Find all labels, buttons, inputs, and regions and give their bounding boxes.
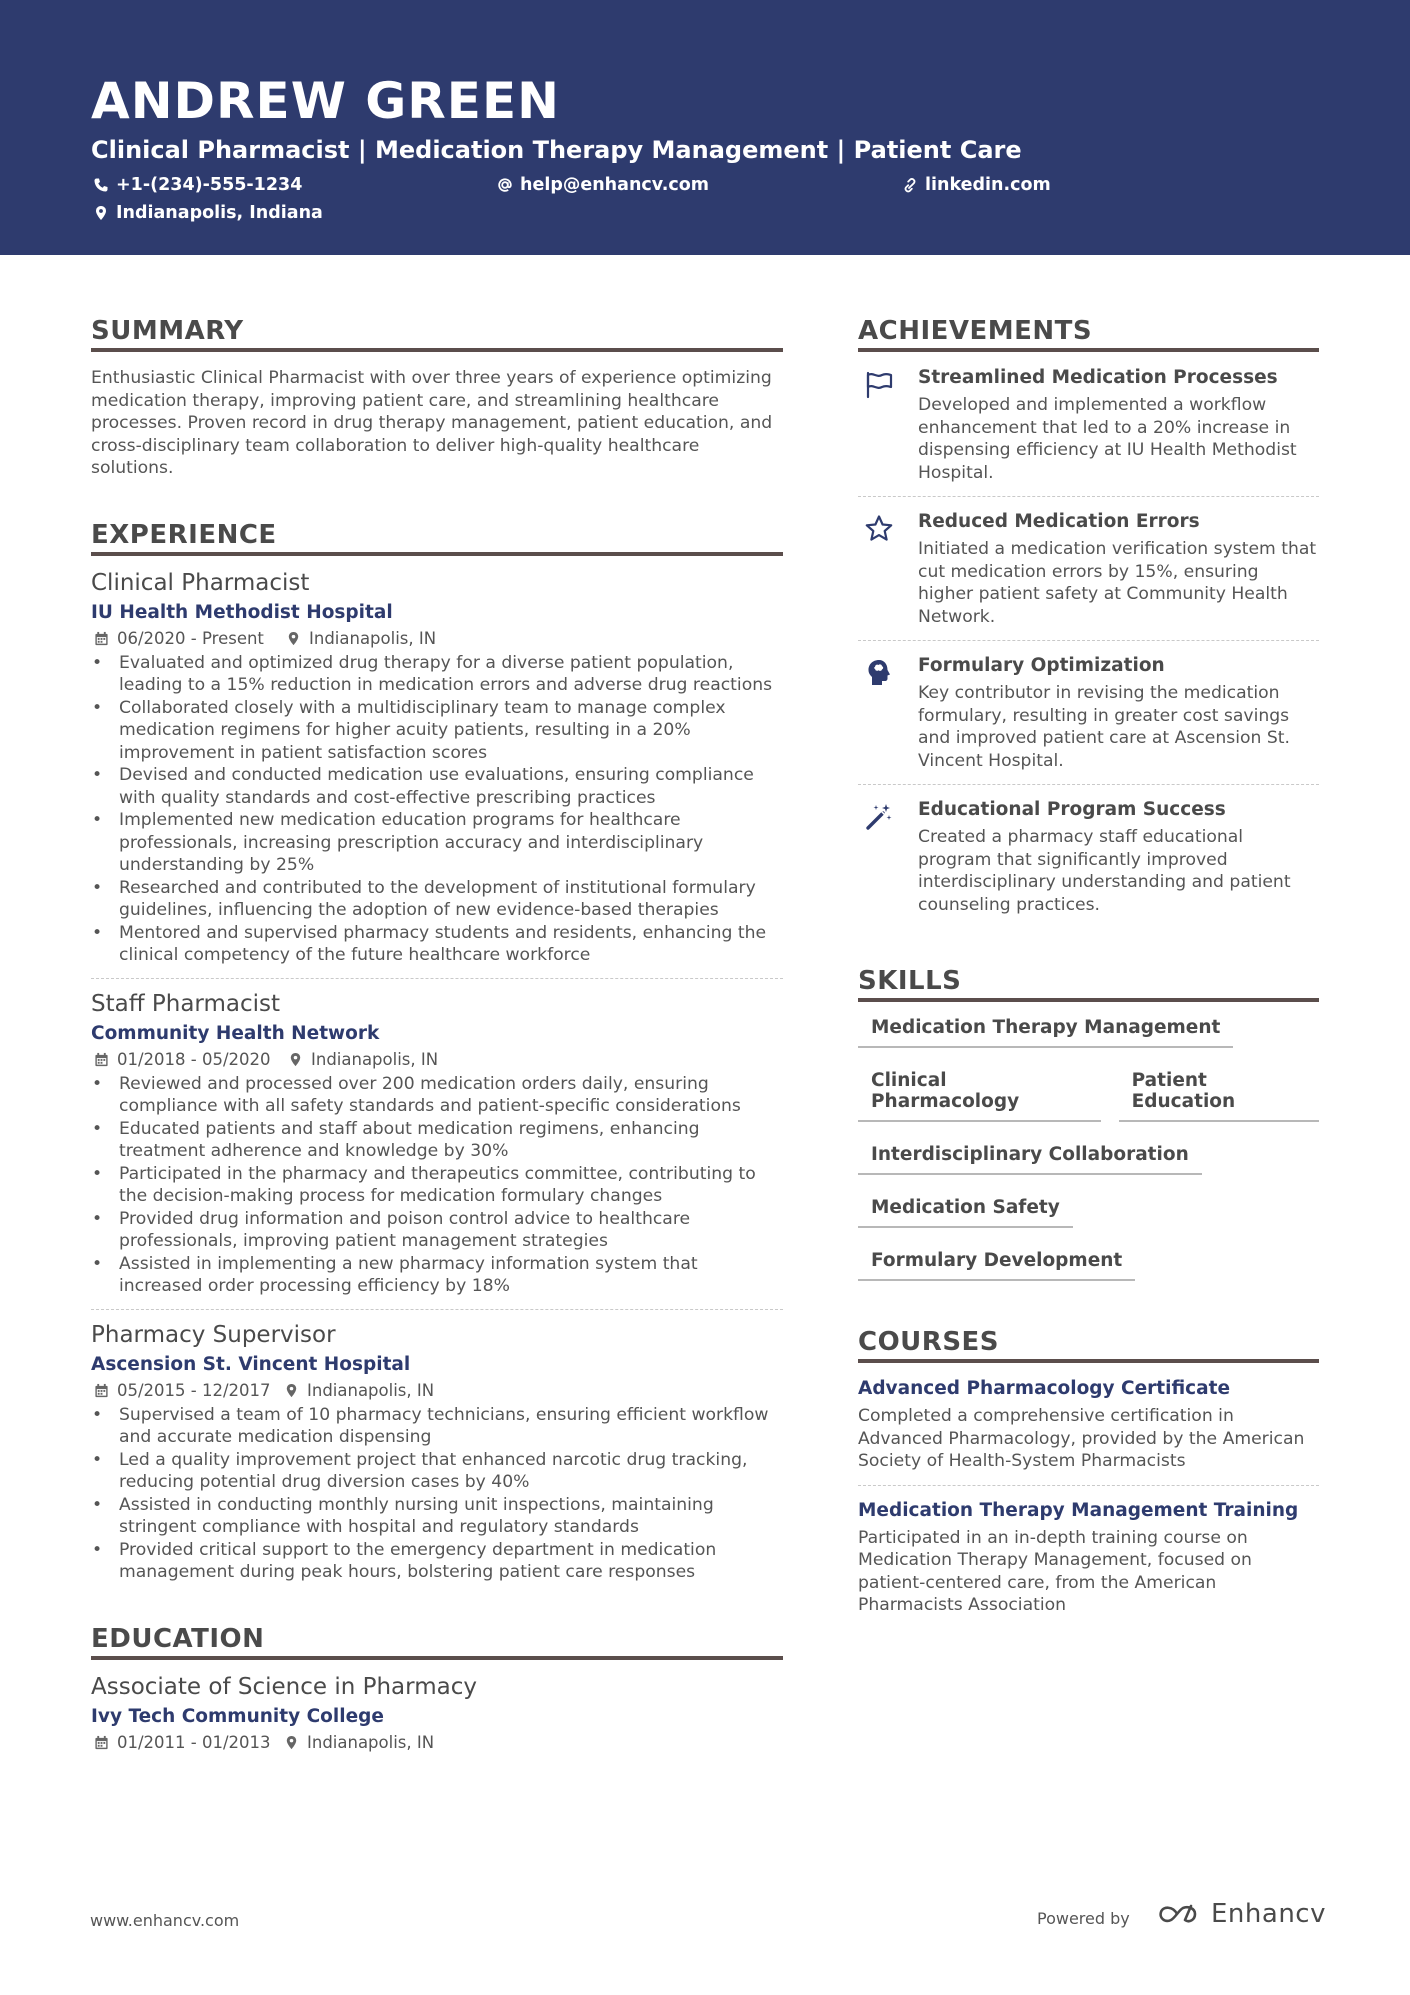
achievement-item — [858, 367, 1319, 484]
skills-list — [858, 1017, 1319, 1281]
achievement-title: Reduced Medication Errors — [918, 511, 1200, 532]
right-column — [858, 316, 1319, 1617]
calendar-icon — [94, 1052, 109, 1067]
experience-section — [91, 520, 783, 1584]
courses-section — [858, 1327, 1319, 1617]
candidate-title: Clinical Pharmacist | Medication Therapy Management | Patient Care — [91, 136, 1022, 164]
link-icon — [902, 177, 918, 193]
achievements-section — [858, 316, 1319, 916]
education-section — [91, 1624, 783, 1752]
job-bullet: • Mentored and supervised pharmacy students and residents, enhancing the clinical competency of the future healthcare workforce — [91, 922, 783, 967]
course-item — [858, 1378, 1319, 1473]
job-company: Ascension St. Vincent Hospital — [91, 1353, 411, 1375]
job-bullet: • Supervised a team of 10 pharmacy technicians, ensuring efficient workflow and accurate medication dispensing — [91, 1404, 783, 1449]
at-icon — [497, 177, 513, 193]
job-dates-text: 06/2020 - Present — [117, 628, 264, 648]
location-pin-icon — [93, 205, 109, 221]
job-entry — [91, 570, 783, 967]
location-text: Indianapolis, Indiana — [116, 203, 323, 223]
divider — [858, 496, 1319, 497]
job-entry — [91, 991, 783, 1298]
course-title: Medication Therapy Management Training — [858, 1499, 1299, 1521]
achievement-title: Educational Program Success — [918, 799, 1226, 820]
school-name: Ivy Tech Community College — [91, 1705, 384, 1727]
job-title: Pharmacy Supervisor — [91, 1321, 336, 1348]
skill-tag: Clinical Pharmacology — [858, 1070, 1101, 1122]
job-bullet: • Collaborated closely with a multidisciplinary team to manage complex medication regimens for higher acuity patients, resulting in a 20% improvement in patient satisfaction scores — [91, 697, 783, 765]
achievement-desc: Created a pharmacy staff educational program that significantly improved interdisciplinary understanding and patient counseling practices. — [918, 827, 1291, 915]
job-bullet: • Devised and conducted medication use evaluations, ensuring compliance with quality standards and cost-effective prescribing practices — [91, 764, 783, 809]
job-dates — [91, 1050, 288, 1069]
divider — [91, 1309, 783, 1310]
job-bullet: • Evaluated and optimized drug therapy for a diverse patient population, leading to a 15% reduction in medication errors and adverse drug reactions — [91, 652, 783, 697]
job-meta — [91, 629, 783, 648]
skill-tag: Interdisciplinary Collaboration — [858, 1144, 1202, 1175]
location-pin-icon — [286, 631, 301, 646]
summary-text: Enthusiastic Clinical Pharmacist with over three years of experience optimizing medication therapy, improving patient care, and streamlining healthcare processes. Proven record in drug therapy management, patient education, and cross-disciplinary team collaboration to deliver high-quality healthcare solutions. — [91, 368, 773, 478]
contact-email[interactable] — [497, 175, 709, 195]
job-bullets — [91, 1404, 783, 1584]
achievement-item — [858, 799, 1319, 916]
enhancv-brand-text: Enhancv — [1211, 1899, 1326, 1929]
achievement-desc: Initiated a medication verification system that cut medication errors by 15%, ensuring higher patient safety at Community Health Network. — [918, 539, 1317, 627]
contact-phone[interactable] — [93, 175, 302, 195]
summary-heading: SUMMARY — [91, 316, 783, 352]
course-desc: Participated in an in-depth training course on Medication Therapy Management, focused on patient-centered care, from the American Pharmacists Association — [858, 1527, 1252, 1615]
candidate-name: ANDREW GREEN — [91, 72, 560, 130]
divider — [91, 978, 783, 979]
course-desc: Completed a comprehensive certification in Advanced Pharmacology, provided by the American Society of Health-System Pharmacists — [858, 1406, 1305, 1471]
job-location — [284, 1381, 434, 1400]
resume-header — [0, 0, 1410, 255]
job-dates-text: 01/2018 - 05/2020 — [117, 1049, 271, 1069]
star-icon — [864, 514, 894, 544]
left-column — [91, 316, 783, 1752]
education-location — [284, 1733, 434, 1752]
job-bullet: • Provided drug information and poison control advice to healthcare professionals, improving patient management strategies — [91, 1208, 783, 1253]
job-bullet: • Implemented new medication education programs for healthcare professionals, increasing prescription accuracy and interdisciplinary understanding by 25% — [91, 809, 783, 877]
footer-website-link[interactable]: www.enhancv.com — [90, 1911, 240, 1930]
brain-head-icon — [864, 658, 894, 688]
education-meta — [91, 1733, 783, 1752]
course-item — [858, 1500, 1319, 1617]
job-bullet: • Assisted in implementing a new pharmacy information system that increased order processing efficiency by 18% — [91, 1253, 783, 1298]
education-dates-text: 01/2011 - 01/2013 — [117, 1732, 271, 1752]
skill-tag: Patient Education — [1119, 1070, 1319, 1122]
achievement-item — [858, 655, 1319, 772]
powered-by-label: Powered by — [1037, 1909, 1130, 1928]
achievement-item — [858, 511, 1319, 628]
job-entry — [91, 1322, 783, 1584]
experience-heading: EXPERIENCE — [91, 520, 783, 556]
calendar-icon — [94, 631, 109, 646]
enhancv-logo[interactable] — [1155, 1898, 1326, 1930]
divider — [858, 1485, 1319, 1486]
job-dates-text: 05/2015 - 12/2017 — [117, 1380, 271, 1400]
skill-tag: Medication Therapy Management — [858, 1017, 1233, 1048]
flag-icon — [864, 370, 894, 400]
achievement-title: Streamlined Medication Processes — [918, 367, 1278, 388]
calendar-icon — [94, 1735, 109, 1750]
courses-heading: COURSES — [858, 1327, 1319, 1363]
education-entry — [91, 1674, 783, 1752]
job-meta — [91, 1381, 783, 1400]
job-location — [288, 1050, 438, 1069]
education-location-text: Indianapolis, IN — [307, 1732, 435, 1752]
location-pin-icon — [284, 1383, 299, 1398]
job-dates — [91, 629, 286, 648]
achievement-desc: Key contributor in revising the medication formulary, resulting in greater cost savings and improved patient care at Ascension St. Vincent Hospital. — [918, 683, 1290, 771]
achievements-heading: ACHIEVEMENTS — [858, 316, 1319, 352]
job-bullet: • Researched and contributed to the development of institutional formulary guidelines, influencing the adoption of new evidence-based therapies — [91, 877, 783, 922]
enhancv-logo-icon — [1155, 1898, 1203, 1930]
job-title: Clinical Pharmacist — [91, 569, 310, 596]
divider — [858, 784, 1319, 785]
job-meta — [91, 1050, 783, 1069]
contact-location — [93, 203, 323, 223]
phone-text: +1-(234)-555-1234 — [116, 175, 303, 195]
education-dates — [91, 1733, 284, 1752]
skills-heading: SKILLS — [858, 966, 1319, 1002]
job-bullet: • Assisted in conducting monthly nursing unit inspections, maintaining stringent compliance with hospital and regulatory standards — [91, 1494, 783, 1539]
contact-website[interactable] — [902, 175, 1051, 195]
job-bullet: • Reviewed and processed over 200 medication orders daily, ensuring compliance with all safety standards and patient-specific considerations — [91, 1073, 783, 1118]
job-company: IU Health Methodist Hospital — [91, 601, 393, 623]
job-bullet: • Led a quality improvement project that enhanced narcotic drug tracking, reducing potential drug diversion cases by 40% — [91, 1449, 783, 1494]
website-text: linkedin.com — [925, 175, 1051, 195]
job-title: Staff Pharmacist — [91, 990, 280, 1017]
job-location-text: Indianapolis, IN — [309, 628, 437, 648]
location-pin-icon — [284, 1735, 299, 1750]
skill-tag: Medication Safety — [858, 1197, 1073, 1228]
job-bullet: • Provided critical support to the emergency department in medication management during peak hours, bolstering patient care responses — [91, 1539, 783, 1584]
phone-icon — [93, 177, 109, 193]
location-pin-icon — [288, 1052, 303, 1067]
achievement-title: Formulary Optimization — [918, 655, 1165, 676]
achievement-desc: Developed and implemented a workflow enhancement that led to a 20% increase in dispensing efficiency at IU Health Methodist Hospital. — [918, 395, 1297, 483]
skill-tag: Formulary Development — [858, 1250, 1135, 1281]
calendar-icon — [94, 1383, 109, 1398]
divider — [858, 640, 1319, 641]
job-bullet: • Educated patients and staff about medication regimens, enhancing treatment adherence and knowledge by 30% — [91, 1118, 783, 1163]
email-text: help@enhancv.com — [520, 175, 710, 195]
magic-wand-icon — [864, 802, 894, 832]
summary-section — [91, 316, 783, 480]
job-bullets — [91, 652, 783, 967]
job-location — [286, 629, 436, 648]
job-bullets — [91, 1073, 783, 1298]
education-heading: EDUCATION — [91, 1624, 783, 1660]
degree-title: Associate of Science in Pharmacy — [91, 1673, 477, 1700]
job-location-text: Indianapolis, IN — [307, 1380, 435, 1400]
course-title: Advanced Pharmacology Certificate — [858, 1378, 1231, 1399]
job-bullet: • Participated in the pharmacy and therapeutics committee, contributing to the decision-making process for medication formulary changes — [91, 1163, 783, 1208]
skills-section — [858, 966, 1319, 1281]
job-company: Community Health Network — [91, 1022, 380, 1044]
job-location-text: Indianapolis, IN — [311, 1049, 439, 1069]
job-dates — [91, 1381, 284, 1400]
